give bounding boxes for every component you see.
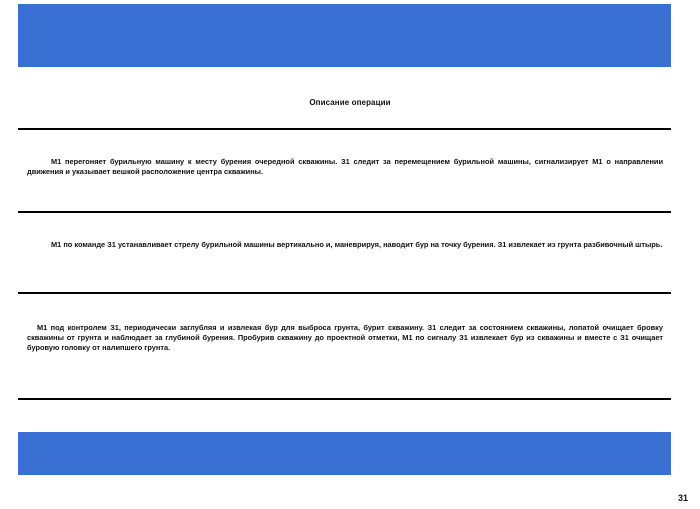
page-number: 31 <box>677 493 688 503</box>
operation-paragraph-2: М1 по команде З1 устанавливает стрелу бурильной машины вертикально и, маневрируя, наводит бур на точку бурения. З1 извлекает из грунта разбивочный штырь. <box>51 240 663 249</box>
divider-rule <box>18 398 671 400</box>
section-title: Описание операции <box>309 98 391 107</box>
operation-paragraph-1: М1 перегоняет бурильную машину к месту бурения очередной скважины. З1 следит за перемещением бурильной машины, сигнализирует М1 о направлении движения и указывает вешкой расположение центра скважины. <box>27 157 663 176</box>
bottom-color-band <box>18 432 671 475</box>
divider-rule <box>18 211 671 213</box>
operation-paragraph-3: М1 под контролем З1, периодически заглубляя и извлекая бур для выброса грунта, бурит скважину. З1 следит за состоянием скважины, лопатой очищает бровку скважины от грунта и наблюдает за глубиной бурения. Пробурив скважину до проектной отметки, М1 по сигналу З1 извлекает бур из скважины и вместе с З1 очищает буровую головку от налипшего грунта. <box>27 323 663 352</box>
divider-rule <box>18 128 671 130</box>
top-color-band <box>18 4 671 67</box>
divider-rule <box>18 292 671 294</box>
